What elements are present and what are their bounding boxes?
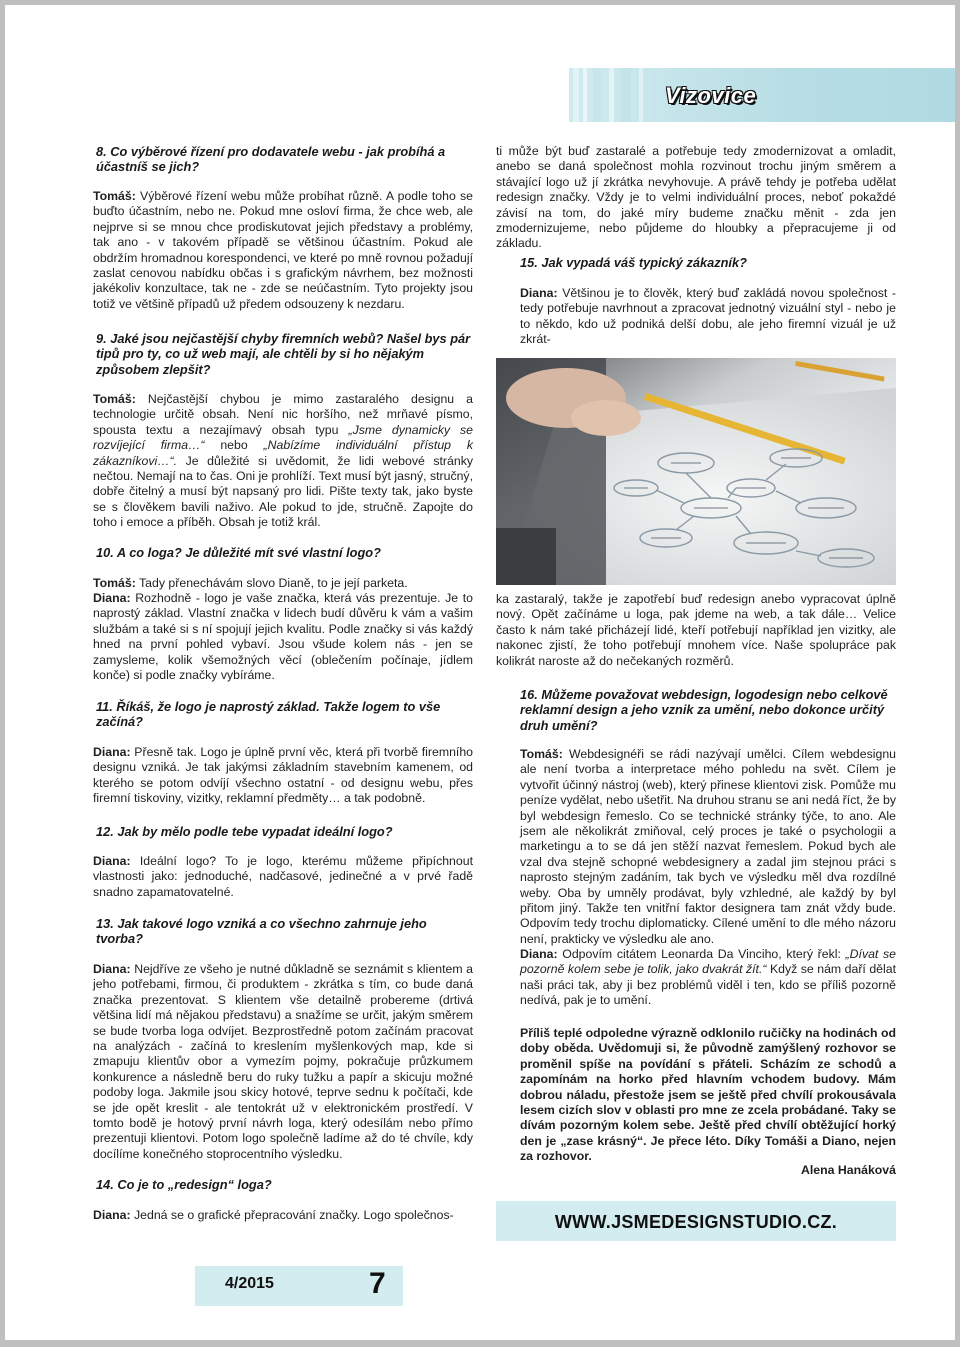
page-number: 7 bbox=[369, 1267, 386, 1300]
speaker-name: Tomáš: bbox=[93, 576, 136, 590]
question-15: 15. Jak vypadá váš typický zákazník? bbox=[520, 255, 747, 270]
answer-text: Výběrové řízení webu může probíhat různě. A podle toho se buďto účastním, nebo ne. Pokud mne osloví firma, že chce web, ale nejprve si se mnou chce prodiskutovat jejich představy a problémy, tak ano - v takovém případě se většinou účastním. Pokud ale obdržím hromadnou korespondenci, ve které po mně rovnou požadují zaslat cenovou nabídku občas i s grafickým návrhem, bez možnosti jakékoliv konzultace, tak ne - zde se neúčastním. Tyto projekty jsou totiž ve většině případů už předem odsouzeny k nezdaru. bbox=[93, 189, 473, 311]
answer-text: Nejčastější chybou je mimo zastaralého designu a technologie určitě obsah. Není nic horšího, než mrňavé písmo, spousta textu a nezajímavý obsah typu bbox=[93, 392, 473, 437]
answer-16-diana bbox=[496, 947, 896, 1009]
answer-10-tomas bbox=[66, 576, 473, 591]
speaker-name: Diana: bbox=[93, 591, 131, 605]
answer-16-tomas bbox=[496, 747, 896, 947]
question-13: 13. Jak takové logo vzniká a co všechno zahrnuje jeho tvorba? bbox=[96, 916, 427, 947]
issue-number: 4/2015 bbox=[225, 1275, 274, 1292]
header-stripes bbox=[569, 68, 955, 122]
speaker-name: Diana: bbox=[93, 1208, 131, 1222]
speaker-name: Diana: bbox=[93, 962, 131, 976]
answer-13 bbox=[66, 962, 473, 1162]
quote: „Jsme dynamicky se rozvíjející firma…“ bbox=[93, 422, 473, 453]
quote: „Dívat se pozorně kolem sebe je tolik, jako dvakrát žít.“ bbox=[520, 947, 896, 977]
question-9: 9. Jaké jsou nejčastější chyby firemních webů? Našel bys pár tipů pro ty, co už web mají, ale chtěli by si ho nějakým způsobem zlepšit? bbox=[96, 331, 471, 377]
answer-text: Rozhodně - logo je vaše značka, která vás prezentuje. Je to naprostý základ. Vlastní značka v lidech budí důvěru k vám a vašim službám a také si s ní spojují jejich kvalitu. Podle značky si vás každý hned na první pohled vybaví. Jsou všude kolem nás - jen se zamysleme, kolik všemožných věcí (oblečením počínaje, jídlem konče) si podle značky vybíráme. bbox=[93, 591, 473, 683]
magazine-page bbox=[5, 5, 955, 1340]
speaker-name: Tomáš: bbox=[93, 392, 136, 406]
answer-text: Odpovím citátem Leonarda Da Vinciho, který řekl: bbox=[562, 947, 841, 961]
speaker-name: Tomáš: bbox=[520, 747, 563, 761]
closing-paragraph: Příliš teplé odpoledne výrazně odklonilo ručičky na hodinách od doby oběda. Uvědomuji si, že původně zamýšlený rozhovor se proměnil spíše na povídání s přáteli. Scházím ze schodů a zapomínám na horko před hlavním vchodem budovy. Mám dobrou náladu, přestože jsem se ještě před chvílí prokousávala lesem cizích slov v oblasti pro mne ze zcela probádané. Taky se dívám pozorným kolem sebe. Ještě před chvílí obtěžující horký den je „zase krásný“. Je přece léto. Díky Tomáši a Diano, nejen za rozhovor. bbox=[520, 1026, 896, 1164]
answer-text: Přesně tak. Logo je úplně první věc, která při tvorbě firemního designu vzniká. Je tak jakýmsi základním stavebním kamenem, od kterého se potom odvíjí všechno ostatní - od designu webu, přes firemní tiskoviny, vizitky, reklamní předměty… a tak podobně. bbox=[93, 745, 473, 806]
website-banner bbox=[496, 1201, 896, 1241]
answer-14-continued: ti může být buď zastaralé a potřebuje tedy zmodernizovat a omladit, anebo se daná společnost mohla rozvinout trochu jiným směrem a stávající logo už jí zkrátka nevyhovuje. A právě tehdy je potřeba udělat redesign značky. Vždy je to velmi individuální proces, neboť pokaždé závisí na tom, do jaké míry budeme značku měnit - zda jen zmodernizujeme, nebo půjdeme do hloubky a přepracujeme ji od základu. bbox=[496, 144, 896, 251]
answer-text: Tady přenechávám slovo Dianě, to je její parketa. bbox=[139, 576, 408, 590]
answer-text: Jedná se o grafické přepracování značky. Logo společnos- bbox=[134, 1208, 454, 1222]
answer-12 bbox=[66, 854, 473, 900]
speaker-name: Diana: bbox=[93, 854, 131, 868]
answer-text: Je důležité si uvědomit, že lidi webové stránky nečtou. Nemají na to čas. Oni je prohlíží. Text musí být jasný, stručný, dobře čitelný a musí být napsaný pro lidi. Pište texty tak, jako byste se s člověkem bavili naživo. Ale pokud to jde, stručně. Zapojte do toho i emoce a příběh. Obsah je totiž král. bbox=[93, 453, 473, 530]
question-16: 16. Můžeme považovat webdesign, logodesign nebo celkově reklamní design a jeho vznik za umění, nebo dokonce určitý druh umění? bbox=[520, 687, 888, 733]
answer-15-continued: ka zastaralý, takže je zapotřebí buď redesign anebo vypracovat úplně nový. Opět začínáme u loga, pak jdeme na web, a tak dále… Velice často k nám také přicházejí lidé, kteří potřebují například jen vizitky, ale nakonec zjistí, že toho potřebují mnohem více. Naše spolupráce pak kolikrát naroste až do nečekaných rozměrů. bbox=[496, 592, 896, 668]
question-14: 14. Co je to „redesign“ loga? bbox=[96, 1177, 272, 1192]
answer-text: Většinou je to člověk, který buď zakládá novou společnost - tedy potřebuje navrhnout a zpracovat jednotný vizuální styl - nebo je to někdo, kdo už podniká delší dobu, ale jeho firemní vizuál je už zkrát- bbox=[520, 286, 897, 347]
design-sketch-photo bbox=[496, 358, 896, 585]
answer-14 bbox=[66, 1208, 473, 1223]
answer-text: Webdesignéři se rádi nazývají umělci. Cílem webdesignu ale není tvorba a interpretace mého pohledu na svět. Cílem je vytvořit účinný nástroj (web), který přinese klientovi zisk. Pomůže mu peníze vydělat, nebo ušetřit. Na druhou stranu se ani nedá říct, že by byl webdesign řemeslo. Co se technické stránky týče, to ano. Ale jsem ale několikrát zmiňoval, celý proces je také o psychologii a marketingu a to se dá jen stěží nazvat řemeslem. Pokud bych ale vzal dva stejně schopné webdesignery a zadal jim stejnou práci s naprosto stejným zadáním, tak bych ve výsledku měl dva rozdílné weby. Oba by umněly prodávat, byly vzhledné, ale každý by byl přitom jiný. Takže ten vnitřní faktor designera tam znát vždy bude. Odpovím tedy trochu diplomaticky. Cílené umění to dle mého názoru není, prakticky ve výsledku ale ano. bbox=[520, 747, 897, 946]
answer-text: Když se nám daří dělat naši práci tak, aby ji bez problémů viděl i ten, kdo se příliš pozorně nedívá, pak je to umění. bbox=[520, 962, 896, 1008]
speaker-name: Tomáš: bbox=[93, 189, 136, 203]
answer-text: Ideální logo? To je logo, kterému můžeme připíchnout vlastnosti jako: jednoduché, nadčasové, jedinečné a v prvé řadě snadno zapamatovatelné. bbox=[93, 854, 473, 899]
speaker-name: Diana: bbox=[93, 745, 131, 759]
speaker-name: Diana: bbox=[520, 286, 558, 300]
website-link[interactable]: WWW.JSMEDESIGNSTUDIO.CZ. bbox=[554, 1212, 838, 1232]
answer-11 bbox=[66, 745, 473, 807]
question-10: 10. A co loga? Je důležité mít své vlastní logo? bbox=[96, 545, 381, 560]
author-name: Alena Hanáková bbox=[800, 1163, 896, 1177]
answer-text: nebo bbox=[220, 438, 248, 453]
quote: „Nabízíme individuální přístup k zákazníkovi…“. bbox=[93, 438, 473, 468]
question-8: 8. Co výběrové řízení pro dodavatele webu - jak probíhá a účastníš se jich? bbox=[96, 144, 446, 175]
answer-10-diana bbox=[66, 591, 473, 683]
question-12: 12. Jak by mělo podle tebe vypadat ideální logo? bbox=[96, 824, 393, 839]
question-11: 11. Říkáš, že logo je naprostý základ. Takže logem to vše začíná? bbox=[96, 699, 441, 730]
answer-8 bbox=[66, 189, 473, 312]
speaker-name: Diana: bbox=[520, 947, 558, 961]
answer-9 bbox=[66, 392, 473, 531]
magazine-logo: Vizovice bbox=[665, 83, 757, 108]
answer-15 bbox=[496, 286, 896, 348]
answer-text: Nejdříve ze všeho je nutné důkladně se seznámit s klientem a jeho potřebami, firmou, či produktem - zkrátka s tím, co bude daná značka prezentovat. S klientem vše detailně probereme (drtivá většina lidí má nějakou představu) a snažíme se určit, jakým směrem se bude tvorba loga odvíjet. Bezprostředně potom začínám pracovat na analýzách - začíná to kreslením myšlenkových map, kde si zmapuju klientův obor a vymezím pojmy, pokračuje průzkumem konkurence a následně beru do ruky tužku a papír a skicuju možné podoby loga. Jakmile jsou skicy hotové, teprve sednu k počítači, kde se jde opět kreslit - ale tentokrát už v elektronickém prostředí. V tomto bodě je hotový první návrh loga, který odesílám nebo přímo prezentuji klientovi. Potom logo společně ladíme až do té chvíle, kdy docílíme konečného stoprocentního výsledku. bbox=[93, 962, 474, 1161]
